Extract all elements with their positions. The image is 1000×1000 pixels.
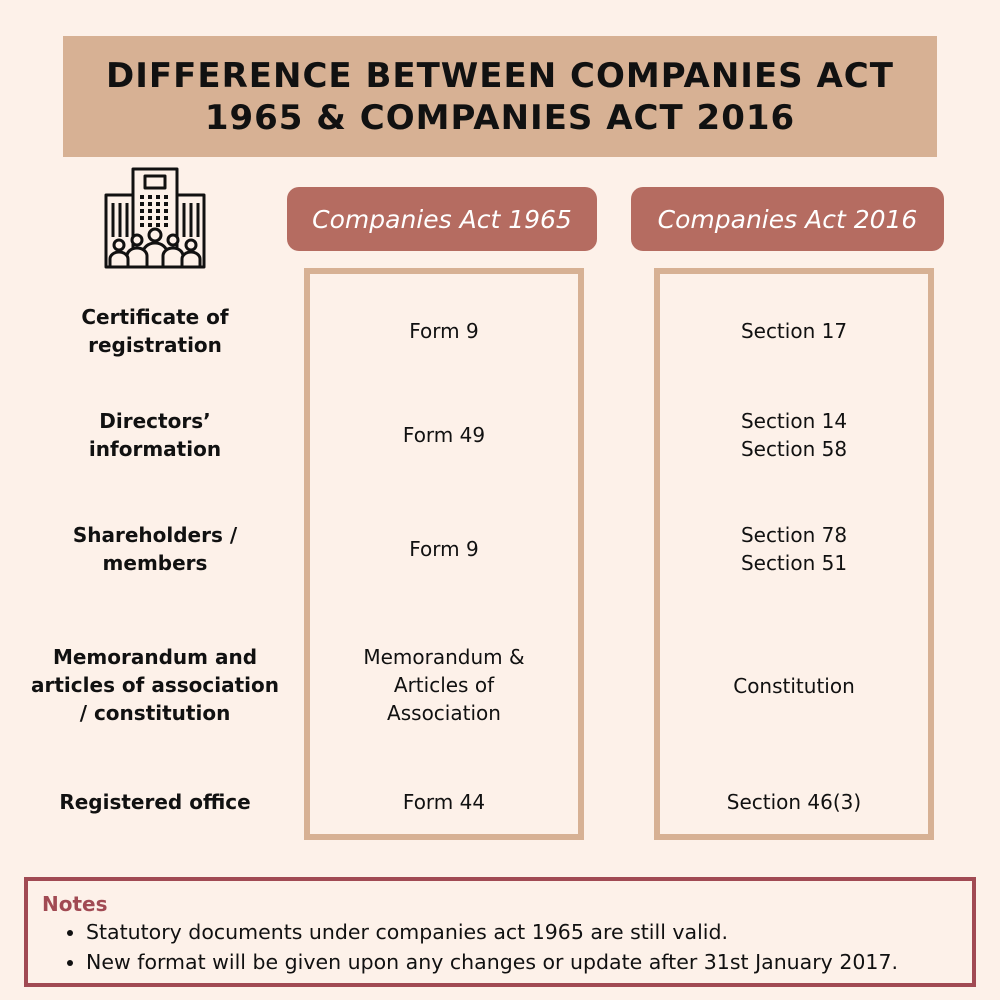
notes-list	[42, 917, 958, 977]
cell-2016-certificate: Section 17	[740, 319, 848, 343]
cell-2016-registered-office: Section 46(3)	[726, 790, 862, 814]
row-label-directors: Directors’ information	[88, 409, 222, 461]
title-line-1: DIFFERENCE BETWEEN COMPANIES ACT	[106, 55, 894, 96]
cell-1965-directors: Form 49	[402, 423, 486, 447]
notes-box	[24, 877, 976, 987]
notes-item: • Statutory documents under companies act 1965 are still valid.	[86, 917, 958, 947]
cell-2016-memorandum: Constitution	[733, 674, 855, 698]
cell-1965-certificate: Form 9	[409, 319, 479, 343]
cell-1965-shareholders: Form 9	[409, 537, 479, 561]
notes-item: • New format will be given upon any changes or update after 31st January 2017.	[86, 947, 958, 977]
row-label-certificate: Certificate of registration	[81, 305, 229, 357]
row-label-registered-office: Registered office	[59, 790, 251, 814]
cell-2016-shareholders: Section 78 Section 51	[740, 523, 848, 575]
row-label-memorandum: Memorandum and articles of association / constitution	[31, 645, 279, 725]
column-header-act-2016: Companies Act 2016	[631, 187, 944, 251]
cell-2016-directors: Section 14 Section 58	[740, 409, 848, 461]
cell-1965-memorandum: Memorandum & Articles of Association	[363, 645, 525, 725]
row-label-shareholders: Shareholders / members	[72, 523, 238, 575]
title-line-2: 1965 & COMPANIES ACT 2016	[204, 97, 796, 138]
office-building-icon	[103, 167, 207, 271]
column-header-act-1965: Companies Act 1965	[287, 187, 597, 251]
title-banner	[63, 36, 937, 157]
notes-title: Notes	[42, 892, 108, 916]
cell-1965-registered-office: Form 44	[402, 790, 486, 814]
